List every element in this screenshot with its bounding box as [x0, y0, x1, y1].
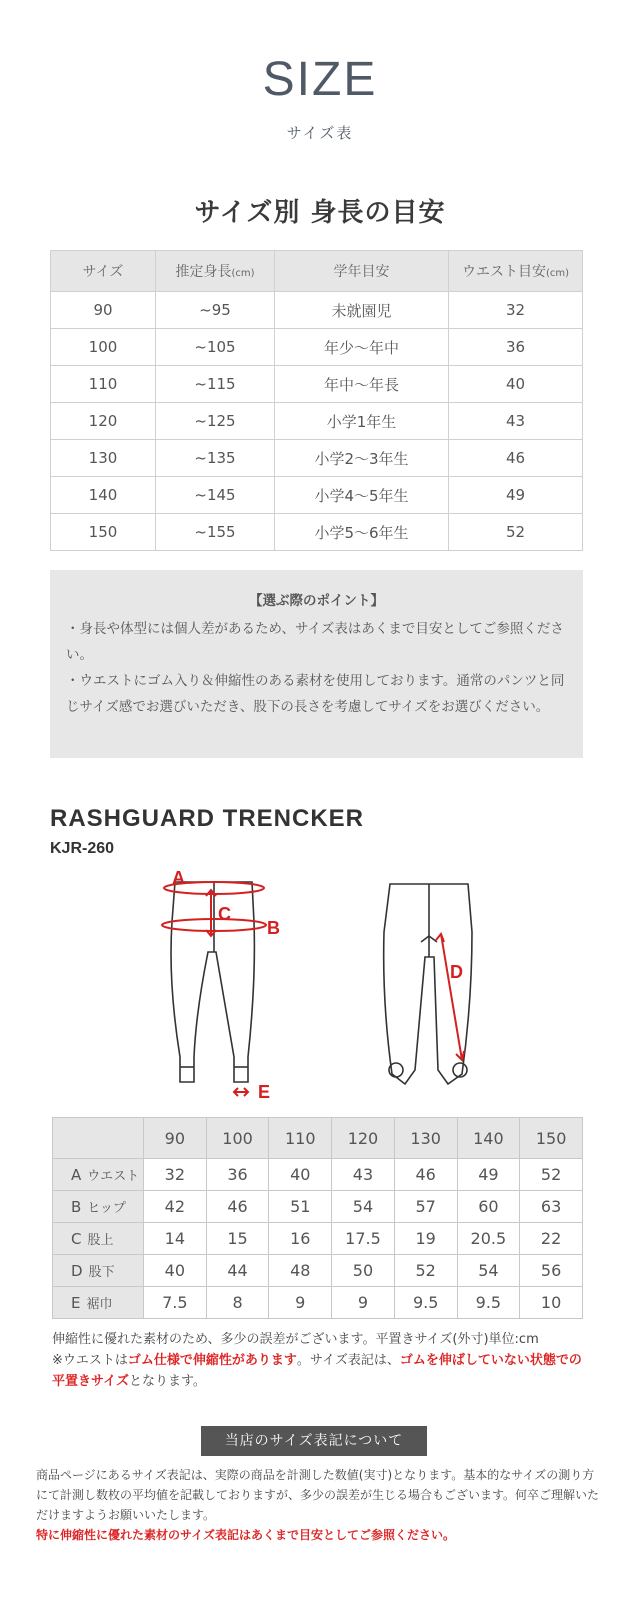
table-cell: 120 [51, 403, 156, 440]
measure-cell: 36 [206, 1159, 269, 1191]
measure-letters [172, 868, 463, 1102]
measure-row [53, 1191, 583, 1223]
label-e: E [258, 1082, 271, 1102]
measure-row [53, 1255, 583, 1287]
size-header: 120 [332, 1118, 395, 1159]
measure-cell: 49 [457, 1159, 520, 1191]
table-cell: 110 [51, 366, 156, 403]
measure-cell: 9.5 [394, 1287, 457, 1319]
measure-cell: 15 [206, 1223, 269, 1255]
measure-cell: 9.5 [457, 1287, 520, 1319]
measure-cell: 9 [269, 1287, 332, 1319]
table-row [51, 329, 583, 366]
measure-cell: 46 [394, 1159, 457, 1191]
size-header: 90 [144, 1118, 207, 1159]
points-heading: 【選ぶ際のポイント】 [249, 593, 384, 609]
measure-cell: 19 [394, 1223, 457, 1255]
size-header: 150 [520, 1118, 583, 1159]
height-guide-title: サイズ別 身長の目安 [194, 198, 446, 228]
table-corner [53, 1118, 144, 1159]
col-grade: 学年目安 [275, 251, 449, 292]
measure-cell: 17.5 [332, 1223, 395, 1255]
measurement-diagram [150, 862, 490, 1108]
measure-row [53, 1159, 583, 1191]
table-cell: 140 [51, 477, 156, 514]
measure-marks [162, 882, 464, 1096]
measure-row-label: D 股下 [53, 1255, 144, 1287]
measure-cell: 44 [206, 1255, 269, 1287]
measure-cell: 14 [144, 1223, 207, 1255]
label-d: D [450, 962, 463, 982]
measure-cell: 46 [206, 1191, 269, 1223]
measure-cell: 50 [332, 1255, 395, 1287]
table-cell: 32 [449, 292, 583, 329]
size-title: SIZE [262, 53, 378, 106]
size-header: 140 [457, 1118, 520, 1159]
table-cell: 未就園児 [275, 292, 449, 329]
measure-cell: 20.5 [457, 1223, 520, 1255]
size-subtitle: サイズ表 [286, 124, 354, 142]
measure-cell: 43 [332, 1159, 395, 1191]
table-cell: 43 [449, 403, 583, 440]
points-line-2: ・ウエストにゴム入り＆伸縮性のある素材を使用しております。通常のパンツと同じサイズ感でお選びいただき、股下の長さを考慮してサイズをお選びください。 [66, 673, 565, 715]
table-cell: 小学5〜6年生 [275, 514, 449, 551]
measure-cell: 40 [144, 1255, 207, 1287]
points-line-1: ・身長や体型には個人差があるため、サイズ表はあくまで目安としてご参照ください。 [66, 621, 564, 663]
table-row [51, 440, 583, 477]
measure-row [53, 1287, 583, 1319]
store-text-emphasis: 特に伸縮性に優れた素材のサイズ表記はあくまで目安としてご参照ください。 [36, 1528, 456, 1542]
table-cell: 90 [51, 292, 156, 329]
measure-cell: 40 [269, 1159, 332, 1191]
note-line-2: ※ウエストはゴム仕様で伸縮性があります。サイズ表記は、ゴムを伸ばしていない状態での平置きサイズとなります。 [52, 1353, 582, 1389]
table-cell: ~145 [156, 477, 275, 514]
table-cell: 52 [449, 514, 583, 551]
table-cell: ~125 [156, 403, 275, 440]
table-header-row [51, 251, 583, 292]
measure-cell: 8 [206, 1287, 269, 1319]
front-legging-drawing [171, 882, 254, 1082]
measure-cell: 56 [520, 1255, 583, 1287]
measure-cell: 54 [457, 1255, 520, 1287]
measure-cell: 57 [394, 1191, 457, 1223]
table-cell: ~135 [156, 440, 275, 477]
table-cell: 40 [449, 366, 583, 403]
measure-cell: 63 [520, 1191, 583, 1223]
measure-cell: 42 [144, 1191, 207, 1223]
table-cell: ~155 [156, 514, 275, 551]
size-header: 110 [269, 1118, 332, 1159]
measure-cell: 60 [457, 1191, 520, 1223]
table-cell: 小学2〜3年生 [275, 440, 449, 477]
measure-cell: 7.5 [144, 1287, 207, 1319]
measure-row-label: E 裾巾 [53, 1287, 144, 1319]
table-cell: 130 [51, 440, 156, 477]
selection-points [50, 570, 583, 758]
label-c: C [218, 904, 231, 924]
measure-cell: 9 [332, 1287, 395, 1319]
measure-cell: 32 [144, 1159, 207, 1191]
table-cell: 49 [449, 477, 583, 514]
measure-cell: 10 [520, 1287, 583, 1319]
table-row [51, 514, 583, 551]
measure-cell: 48 [269, 1255, 332, 1287]
table-cell: 36 [449, 329, 583, 366]
measure-cell: 52 [520, 1159, 583, 1191]
table-row [51, 403, 583, 440]
table-row [51, 477, 583, 514]
table-cell: 150 [51, 514, 156, 551]
size-notes [52, 1329, 592, 1392]
back-legging-drawing [384, 884, 472, 1084]
measure-row-label: C 股上 [53, 1223, 144, 1255]
col-waist: ウエスト目安(cm) [449, 251, 583, 292]
store-size-text [36, 1465, 604, 1545]
size-header: 100 [206, 1118, 269, 1159]
measure-row [53, 1223, 583, 1255]
inseam-mark [441, 934, 462, 1060]
measure-cell: 22 [520, 1223, 583, 1255]
table-cell: 100 [51, 329, 156, 366]
table-row [51, 366, 583, 403]
table-cell: 小学1年生 [275, 403, 449, 440]
table-cell: 年少〜年中 [275, 329, 449, 366]
note-line-1: 伸縮性に優れた素材のため、多少の誤差がございます。平置きサイズ(外寸)単位:cm [52, 1332, 539, 1347]
measure-cell: 52 [394, 1255, 457, 1287]
size-header: 130 [394, 1118, 457, 1159]
label-b: B [267, 918, 280, 938]
product-name: RASHGUARD TRENCKER [50, 805, 365, 832]
measure-cell: 51 [269, 1191, 332, 1223]
table-cell: 小学4〜5年生 [275, 477, 449, 514]
col-size: サイズ [51, 251, 156, 292]
label-a: A [172, 868, 185, 888]
table-cell: ~115 [156, 366, 275, 403]
measure-row-label: B ヒップ [53, 1191, 144, 1223]
height-guide-table [50, 250, 583, 551]
table-cell: 46 [449, 440, 583, 477]
table-row [51, 292, 583, 329]
store-text-body: 商品ページにあるサイズ表記は、実際の商品を計測した数値(実寸)となります。基本的なサイズの測り方にて計測し数枚の平均値を記載しておりますが、多少の誤差が生じる場合もございます。何卒ご理解いただけますようお願いいたします。 [36, 1468, 600, 1522]
store-size-badge: 当店のサイズ表記について [201, 1426, 427, 1456]
table-cell: ~95 [156, 292, 275, 329]
measure-cell: 54 [332, 1191, 395, 1223]
table-cell: ~105 [156, 329, 275, 366]
table-cell: 年中〜年長 [275, 366, 449, 403]
measure-cell: 16 [269, 1223, 332, 1255]
measurement-table [52, 1117, 583, 1319]
product-code: KJR-260 [50, 840, 115, 857]
col-height: 推定身長(cm) [156, 251, 275, 292]
measure-header-row [53, 1118, 583, 1159]
measure-row-label: A ウエスト [53, 1159, 144, 1191]
